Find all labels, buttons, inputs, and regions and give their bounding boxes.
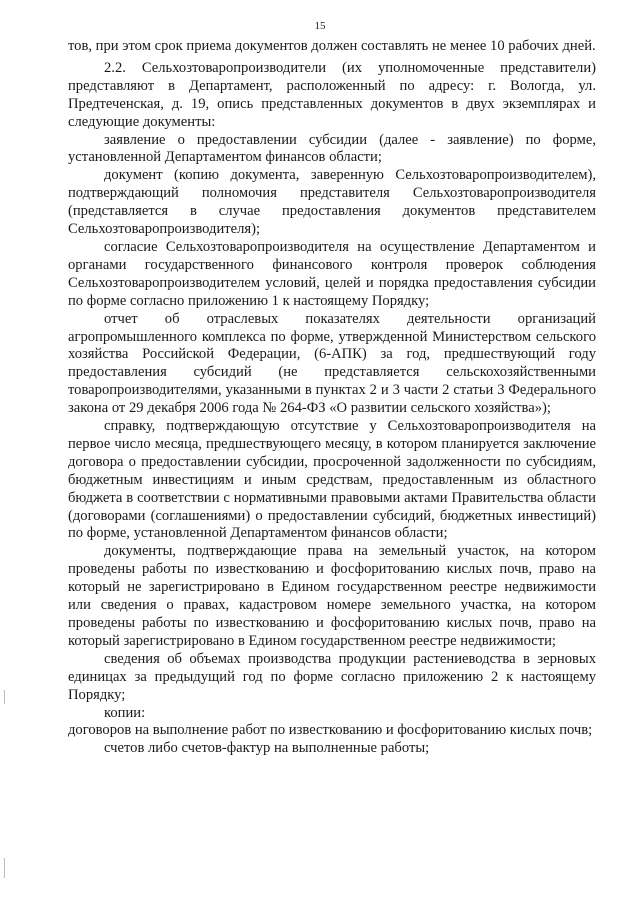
document-body	[68, 38, 596, 758]
list-item-authority-document: документ (копию документа, заверенную Сельхозтоваропроизводителем), подтверждающий полномочия представителя Сельхозтоваропроизводителя (представляется в случае предоставления документов представителем Сельхозтоваропроизводителя);	[68, 167, 596, 238]
paragraph-continuation: тов, при этом срок приема документов должен составлять не менее 10 рабочих дней.	[68, 38, 596, 54]
list-item-consent: согласие Сельхозтоваропроизводителя на осуществление Департаментом и органами государственного финансового контроля проверок соблюдения Сельхозтоваропроизводителем условий, целей и порядка предоставления субсидии по форме согласно приложению 1 к настоящему Порядку;	[68, 238, 596, 309]
page-number: 15	[314, 20, 326, 32]
list-item-production-volume: сведения об объемах производства продукции растениеводства в зерновых единицах за предыдущий год по форме согласно приложению 2 к настоящему Порядку;	[68, 650, 596, 703]
scan-margin-line	[4, 690, 5, 704]
scan-margin-line	[4, 858, 5, 878]
list-item-no-debt-certificate: справку, подтверждающую отсутствие у Сельхозтоваропроизводителя на первое число месяца, предшествующего месяцу, в котором планируется заключение договора о предоставлении субсидии, просроченной задолженности по субсидиям, бюджетным инвестициям и иным средствам, предоставленным из областного бюджета в соответствии с нормативными правовыми актами Правительства области (договорами (соглашениями) о предоставлении субсидий, бюджетных инвестиций) по форме, установленной Департаментом финансов области;	[68, 418, 596, 542]
list-item-contracts: договоров на выполнение работ по известкованию и фосфоритованию кислых почв;	[68, 722, 593, 739]
list-item-land-rights-documents: документы, подтверждающие права на земельный участок, на котором проведены работы по известкованию и фосфоритованию кислых почв, право на который не зарегистрировано в Едином государственном реестре недвижимости или сведения о правах, кадастровом номере земельного участка, на котором проведены работы по известкованию и фосфоритованию кислых почв, право на который зарегистрировано в Едином государственном реестре недвижимости;	[68, 543, 596, 649]
paragraph-clause-2-2: 2.2. Сельхозтоваропроизводители (их уполномоченные представители) представляют в Департамент, расположенный по адресу: г. Вологда, ул. Предтеченская, д. 19, опись представленных документов в двух экземплярах и следующие документы:	[68, 59, 596, 130]
list-item-copies-heading: копии:	[104, 704, 146, 721]
list-item-report-6apk: отчет об отраслевых показателях деятельности организаций агропромышленного комплекса по форме, утвержденной Министерством сельского хозяйства Российской Федерации, (6-АПК) за год, предшествующий году предоставления субсидий (не представляется сельскохозяйственными товаропроизводителями, указанными в пунктах 2 и 3 части 2 статьи 3 Федерального закона от 29 декабря 2006 года № 264-ФЗ «О развитии сельского хозяйства»);	[68, 310, 596, 417]
list-item-invoices: счетов либо счетов-фактур на выполненные работы;	[104, 740, 430, 757]
list-item-application: заявление о предоставлении субсидии (далее - заявление) по форме, установленной Департаментом финансов области;	[68, 131, 596, 166]
